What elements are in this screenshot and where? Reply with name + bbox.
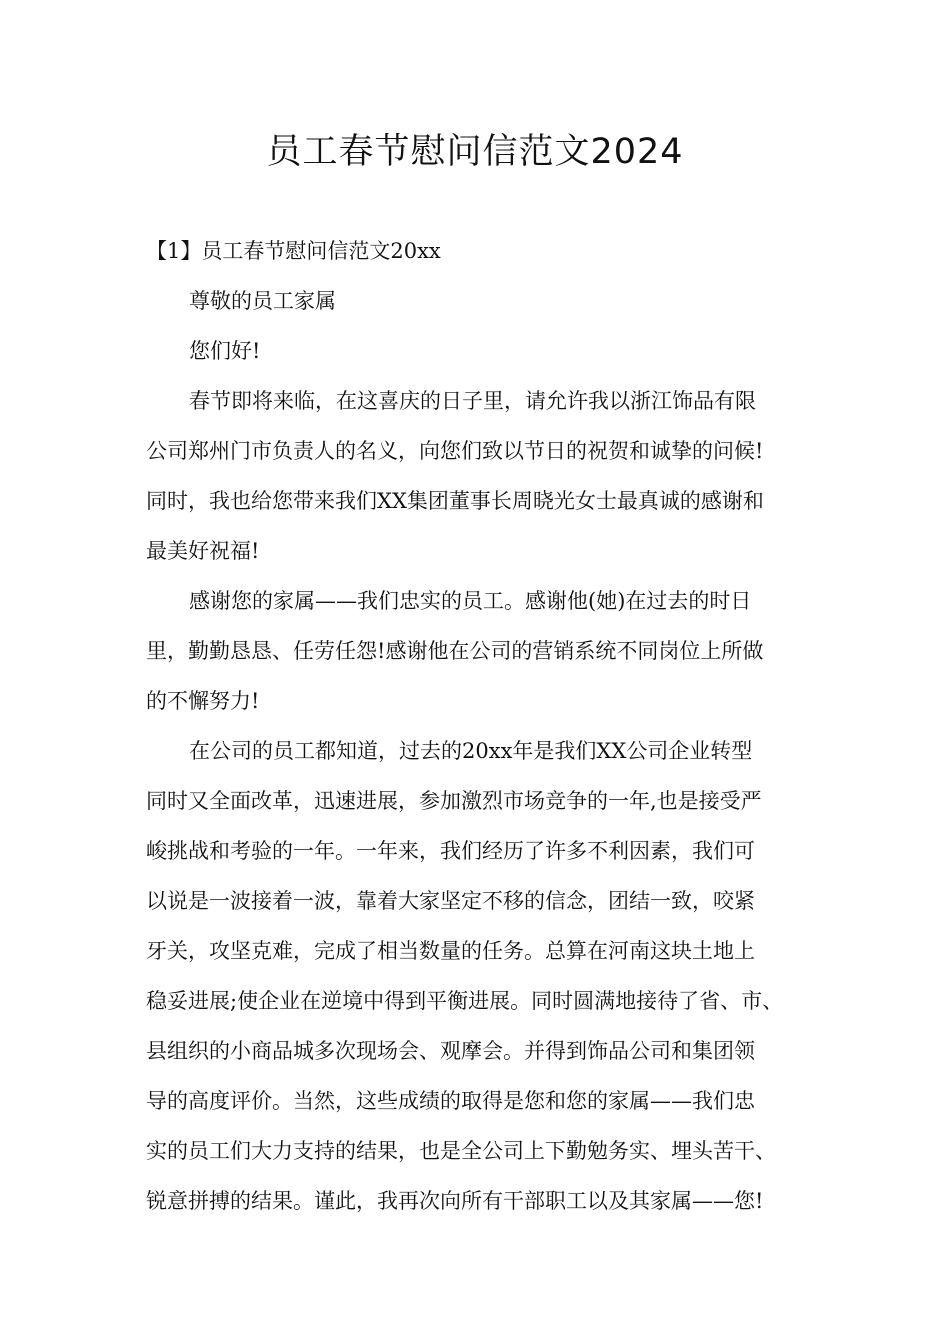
- greeting-line: 您们好!: [189, 339, 261, 363]
- paragraph-line: 公司郑州门市负责人的名义，向您们致以节日的祝贺和诚挚的问候!: [146, 439, 764, 463]
- paragraph-line: 里，勤勤恳恳、任劳任怨!感谢他在公司的营销系统不同岗位上所做: [146, 639, 764, 663]
- paragraph-line: 稳妥进展;使企业在逆境中得到平衡进展。同时圆满地接待了省、市、: [146, 989, 784, 1013]
- paragraph-line: 春节即将来临，在这喜庆的日子里，请允许我以浙江饰品有限: [189, 389, 756, 413]
- paragraph-line: 的不懈努力!: [146, 689, 260, 713]
- section-heading: 【1】员工春节慰问信范文20xx: [146, 239, 441, 263]
- paragraph-line: 同时又全面改革，迅速进展，参加激烈市场竞争的一年,也是接受严: [146, 789, 762, 813]
- paragraph-line: 实的员工们大力支持的结果，也是全公司上下勤勉务实、埋头苦干、: [146, 1139, 776, 1163]
- paragraph-line: 导的高度评价。当然，这些成绩的取得是您和您的家属——我们忠: [146, 1089, 755, 1113]
- paragraph-line: 最美好祝福!: [146, 539, 260, 563]
- salutation-line: 尊敬的员工家属: [189, 289, 336, 313]
- paragraph-line: 县组织的小商品城多次现场会、观摩会。并得到饰品公司和集团领: [146, 1039, 755, 1063]
- document-title: 员工春节慰问信范文2024: [266, 132, 684, 172]
- paragraph-line: 锐意拼搏的结果。谨此，我再次向所有干部职工以及其家属——您!: [146, 1189, 764, 1213]
- paragraph-line: 峻挑战和考验的一年。一年来，我们经历了许多不利因素，我们可: [146, 839, 755, 863]
- paragraph-line: 以说是一波接着一波，靠着大家坚定不移的信念，团结一致，咬紧: [146, 889, 755, 913]
- paragraph-line: 牙关，攻坚克难，完成了相当数量的任务。总算在河南这块土地上: [146, 939, 755, 963]
- paragraph-line: 感谢您的家属——我们忠实的员工。感谢他(她)在过去的时日: [189, 589, 752, 613]
- paragraph-line: 在公司的员工都知道，过去的20xx年是我们XX公司企业转型: [189, 739, 753, 763]
- paragraph-line: 同时，我也给您带来我们XX集团董事长周晓光女士最真诚的感谢和: [146, 489, 764, 513]
